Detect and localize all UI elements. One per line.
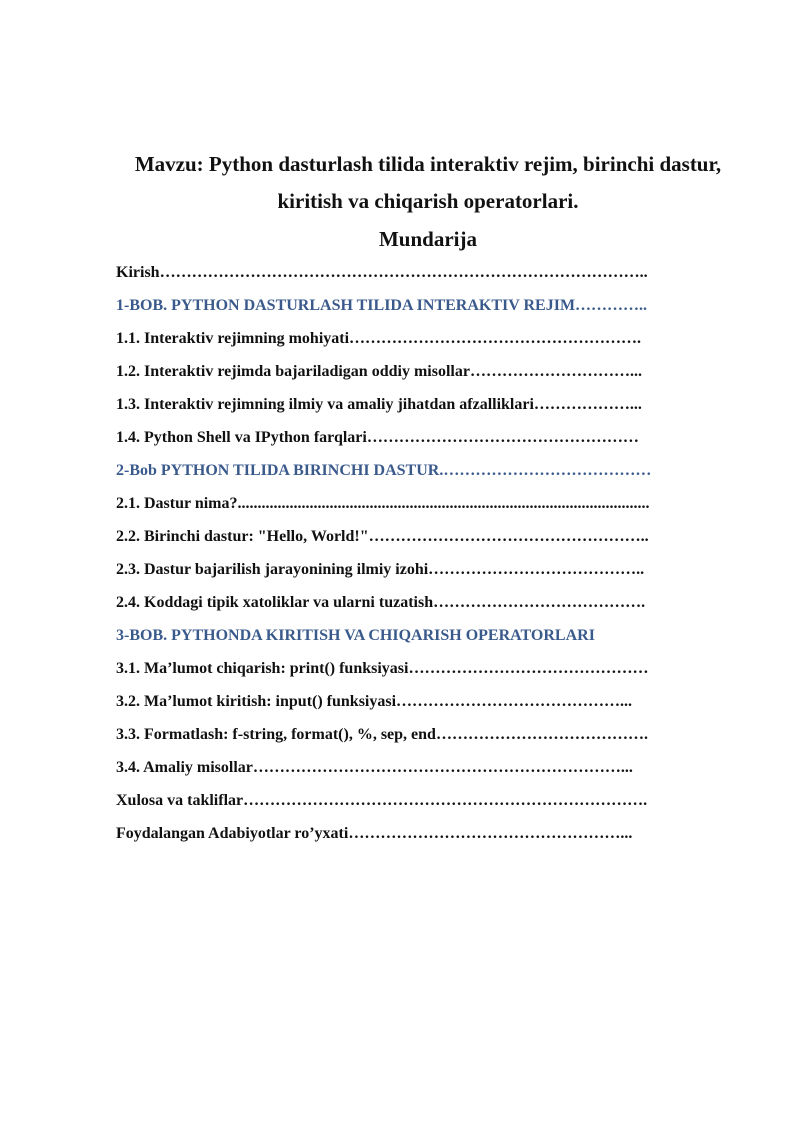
toc-entry [116, 526, 746, 559]
toc-entry [116, 328, 746, 361]
toc-entry-text: 2.2. Birinchi dastur: "Hello, World!"…………………………………………….. [116, 528, 649, 545]
toc-entry-text: 2-Bob PYTHON TILIDA BIRINCHI DASTUR.………………………………… [116, 462, 652, 479]
toc-entry-text: 2.1. Dastur nima?....................................................................................................... [116, 495, 650, 512]
toc-entry [116, 592, 746, 625]
toc-entry [116, 724, 746, 757]
toc-entry-text: 3.3. Formatlash: f-string, format(), %, sep, end…………………………………. [116, 726, 648, 743]
toc-entry [116, 262, 746, 295]
toc-entry-text: 1.1. Interaktiv rejimning mohiyati………………………………………………. [116, 330, 642, 347]
toc-chapter-entry [116, 625, 746, 658]
toc-entry [116, 691, 746, 724]
toc-entry-text: 3.2. Ma’lumot kiritish: input() funksiyasi……………………………………... [116, 693, 633, 710]
toc-entry-text: 2.3. Dastur bajarilish jarayonining ilmiy izohi………………………………….. [116, 561, 645, 578]
toc-entry-text: 1.3. Interaktiv rejimning ilmiy va amaliy jihatdan afzalliklari………………... [116, 396, 642, 413]
toc-entry-text: 1-BOB. PYTHON DASTURLASH TILIDA INTERAKTIV REJIM………….. [116, 297, 648, 314]
toc-entry-text: Kirish……………………………………………………………………………….. [116, 264, 648, 281]
toc-entry-text: 3-BOB. PYTHONDA KIRITISH VA CHIQARISH OPERATORLARI [116, 627, 595, 644]
document-title-line-1: Mavzu: Python dasturlash tilida interaktiv rejim, birinchi dastur, [134, 152, 722, 176]
toc-entry-text: 3.1. Ma’lumot chiqarish: print() funksiyasi……………………………………… [116, 660, 649, 677]
toc-entry [116, 361, 746, 394]
toc-entry-text: 1.4. Python Shell va IPython farqlari…………………………………………… [116, 429, 639, 446]
toc-chapter-entry [116, 295, 746, 328]
toc-entry [116, 658, 746, 691]
toc-chapter-entry [116, 460, 746, 493]
toc-entry-text: 2.4. Koddagi tipik xatoliklar va ularni tuzatish…………………………………. [116, 594, 646, 611]
table-of-contents [116, 262, 746, 856]
toc-entry [116, 427, 746, 460]
toc-entry [116, 823, 746, 856]
toc-entry-text: Foydalangan Adabiyotlar ro’yxati……………………………………………... [116, 825, 633, 842]
toc-entry-text: Xulosa va takliflar…………………………………………………………………. [116, 792, 648, 809]
toc-entry-text: 1.2. Interaktiv rejimda bajariladigan oddiy misollar…………………………... [116, 363, 642, 380]
contents-heading: Mundarija [378, 227, 477, 251]
toc-entry [116, 394, 746, 427]
toc-entry [116, 493, 746, 526]
document-title-line-2: kiritish va chiqarish operatorlari. [277, 189, 579, 213]
toc-entry [116, 559, 746, 592]
toc-entry [116, 757, 746, 790]
toc-entry-text: 3.4. Amaliy misollar……………………………………………………………... [116, 759, 633, 776]
toc-entry [116, 790, 746, 823]
